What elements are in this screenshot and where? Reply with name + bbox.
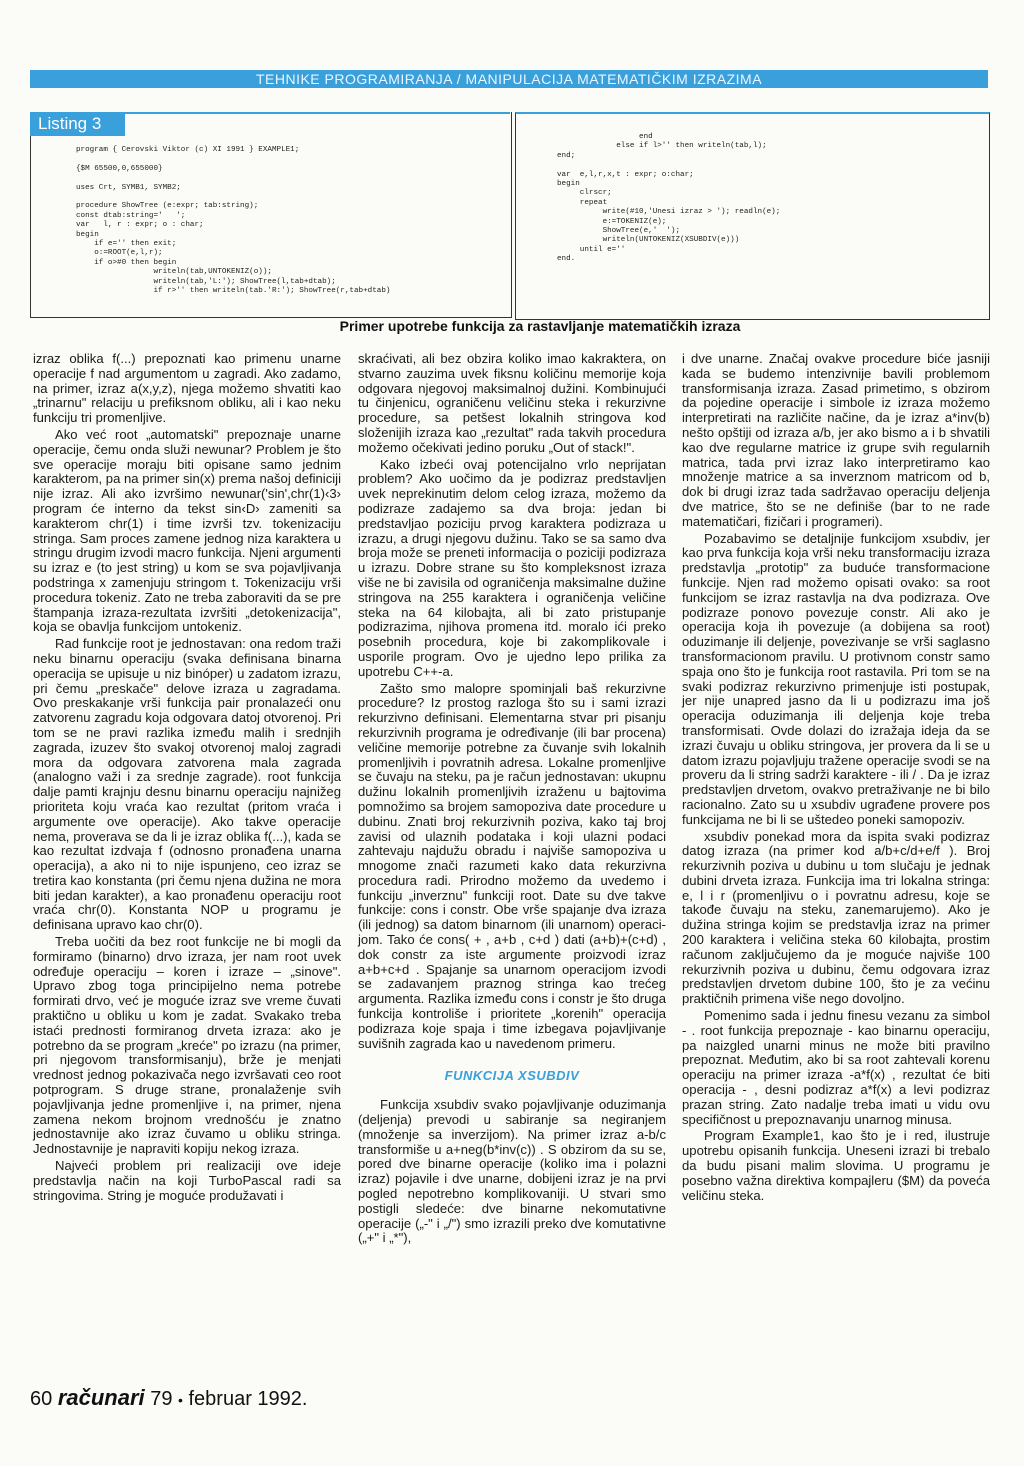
paragraph: Najveći problem pri realizaciji ove ideje predstavlja način na koji TurboPascal radi sa stringovima. String je moguće produžavati i (33, 1158, 341, 1203)
subheading: FUNKCIJA XSUBDIV (444, 1068, 580, 1084)
paragraph: xsubdiv ponekad mora da ispita svaki podizraz datog izraza (na primer kod a/b+c/d+e/f ). Broj rekurzivnih poziva u dubinu u tom slučaju je jednak dubini drveta izraza. Funkcija ima tri lokalna stringa: e, l i r (promenljivu o i povratnu adresu, koje se takođe čuvaju na steku, zanemarujemo). Ako je dužina stringa kojim se predstavlja izraz na primer 200 karaktera i veličina steka 60 kilobajta, prostim računom zaključujemo da je moguće najviše 100 rekurzivnih poziva u dubinu, čemu odgovara izraz predstavljen drvetom dubine 100, što je za većinu praktičnih primena više nego dovoljno. (682, 828, 990, 1007)
code-listing-right: end else if l>'' then writeln(tab,l); end; var e,l,r,x,t : expr; o:char; begin clrscr; repeat write(#10,'Unesi izraz > '); readln(e); e:=TOKENIZ(e); ShowTree(e,' '); writeln(UNTOKENIZ(XSUBDIV(e))) until e='' end. (557, 133, 781, 264)
bullet: • (178, 1392, 183, 1408)
magazine-name: računari (57, 1385, 145, 1410)
article-column-3 (682, 352, 990, 1205)
figure-caption: Primer upotrebe funkcija za rastavljanje matematičkih izraza (339, 318, 741, 334)
paragraph: Pozabavimo se detaljnije funkcijom xsubdiv, jer kao prva funkcija koja vrši neku transformaciju izraza predstavlja „prototip" za buduće transformacione funkcije. Njen rad možemo opisati ovako: sa root funkcijom se izraz rastavlja na dva podizraza. Ove podizraze ponovo povezuje constr. Ali ako je operacija koja ih povezuje (a dobijena sa root) oduzimanje ili deljenje, povezivanje se vrši saglasno transformacionom pravilu. U protivnom constr samo spaja ono što je funkcija root rastavila. Pri tom se na svaki podizraz rekurzivno primenjuje isti postupak, jer nije unapred jasno da li u podizrazu ima još operacija oduzimanja ili deljenja koje treba transformisati. Ovde dolazi do izražaja ideja da se izrazi čuvaju u obliku stringova, jer provera da li se u datom izrazu pojavljuju tražene operacije svodi se na proveru da li string sadrži karaktere - ili / . Da je izraz predstavljen drvetom, ovakvo pretraživanje ne bi bilo racionalno. Zato su u xsubdiv ugrađene provere pos funkcijama ne bi li se uštedeo poneki samopoziv. (682, 530, 990, 827)
listing-label: Listing 3 (30, 112, 125, 136)
listing-top-rule (125, 112, 510, 114)
paragraph: izraz oblika f(...) prepoznati kao primenu unarne operacije f nad argumentom u zagradi. Ako zadamo, na primer, izraz a(x,y,z), njega možemo shvatiti kao „trinarnu" relaciju u prefiksnom obliku, ali i kao neku funkciju tri promenljive. (33, 351, 341, 426)
paragraph: Kako izbeći ovaj potencijalno vrlo neprijatan problem? Ako uočimo da je podizraz predstavljen uvek neprekinutim delom celog izraza, možemo da podizraze zadajemo sa dva broja: jedan bi predstavljao poziciju prvog karaktera podizraza u izrazu, a drugi njegovu dužinu. Tako se sa samo dva broja može se preneti informacija o poziciji podizraza u izrazu. Dobre strane su što kompleksnost izraza više ne bi zavisila od ograničenja maksimalne dužine stringova na 255 karaktera i ograničenja veličine steka na 64 kilobajta, ali bi zato pristupanje podizrazima, njihova promena itd. moralo ići preko posebnih procedura, koje bi zakomplikovale i usporile program. Ovo je ujedno lepo prilika za upotrebu C++-a. (358, 456, 666, 679)
paragraph: Treba uočiti da bez root funkcije ne bi mogli da formiramo (binarno) drvo izraza, jer nam root uvek određuje operaciju – koren i izraze – „sinove". Upravo zbog toga principijelno nema potrebe formirati drvo, već je moguće izraz sve vreme čuvati praktično u obliku u kom je zadat. Svakako treba istaći prednosti formiranog drveta izraza: ako je potrebno da se program „kreće" po izrazu (na primer, pri njegovom transformisanju), brže je menjati vrednost jednog pokazivača nego izvršavati ceo root potprogram. S druge strane, pronalaženje svih pojavljivanja jedne promenljive i, na primer, njena zamena nekom brojnom vrednošću je znatno jednostavnije ako izraz čuvamo u obliku stringa. Jednostavnije je napraviti kopiju nekog izraza. (33, 934, 341, 1157)
paragraph: skraćivati, ali bez obzira koliko imao kakraktera, on stvarno zauzima uvek fiksnu količinu memorije koja odgovara njegovoj maksimalnoj dužini. Kombinujući tu činjenicu, ograničenu veličinu steka i rekurzivne procedure, sa petšest lokalnih stringova kod složenijih izraza kao „rezultat" rada takvih procedura možemo očekivati jedino poruku „Out of stack!". (358, 351, 666, 455)
issue-number: 79 (150, 1388, 173, 1410)
section-header: TEHNIKE PROGRAMIRANJA / MANIPULACIJA MATEMATIČKIM IZRAZIMA (30, 70, 988, 88)
paragraph: i dve unarne. Značaj ovakve procedure biće jasniji kada se budemo intenzivnije bavili problemom transformisanja izraza. Zasad primetimo, s obzirom da pojedine operacije i simbole iz izraza možemo interpretirati na različite načine, da je izraz a*inv(b) nešto opštiji od izraza a/b, jer ako bismo a i b shvatili kao dve regularne matrice iz grupe svih regularnih matrica, tada prvi izraz lako interpretiramo kao množenje matrice a sa inverznom matricom od b, dok bi drugi izraz tada sadržavao operaciju deljenja dve matrice, što se ne definiše (bar to ne rade matematičari, fizičari i programeri). (682, 351, 990, 529)
paragraph: Ako već root „automatski" prepoznaje unarne operacije, čemu onda služi newunar? Problem je što sve operacije moraju biti opisane samo jednim karakterom, pa na primer sin(x) prema našoj definiciji nije izraz. Ali ako izvršimo newunar('sin',chr(1)‹3› program će interno da tekst sin‹D› zameniti sa karakterom chr(1) i time izvrši tzv. tokenizaciju stringa. Sam proces zamene jednog niza karaktera u stringu drugim izvodi macro funkcija. Njeni argumenti su izraz e (to jest string) u kom se sva pojavljivanja podstringa x zamenjuju stringom t. Tokenizaciju vrši procedura tokeniz. Zato ne treba zaboraviti da se pre štampanja izraza-rezultata izvršiti „detokenizacija", koja se obavlja funkcijom untokeniz. (33, 426, 341, 635)
paragraph: Zašto smo malopre spominjali baš rekurzivne procedure? Iz prostog razloga što su i sami izrazi rekurzivno definisani. Elementarna stvar pri pisanju rekurzivnih programa je određivanje (ili bar procena) veličine memorije potrebne za čuvanje svih lokalnih promenljivih i povratnih adresa. Lokalne promenljive se čuvaju na steku, pa je račun jednostavan: ukupnu dužinu lokalnih promenljivih izraženu u bajtovima pomnožimo sa brojem samopoziva date procedure u dubinu. Znati broj rekurzivnih poziva, kako taj broj zavisi od ulaznih podataka i koji ulazni podaci zahtevaju najdužu obradu i najviše samopoziva u mnogome znači razumeti kako data rekurzivna procedura radi. Prirodno možemo da uvedemo i funkciju „inverznu" funkciji root. Date su dve takve funkcije: cons i constr. Obe vrše spajanje dva izraza (ili jednog) sa datom binarnom (ili unarnom) operacijom. Tako će cons( + , a+b , c+d ) dati (a+b)+(c+d) , dok constr za iste argumente proizvodi izraz a+b+c+d . Spajanje sa unarnom operacijom izvodi se zadavanjem praznog stringa kao trećeg argumenta. Razlika između cons i constr je što druga funkcija kontroliše i prioritete „korenih" operacija podizraza koje spaja i time izbegava pojavljivanje suvišnih zagrada kao u navedenom primeru. (358, 680, 666, 1051)
page-number: 60 (30, 1388, 53, 1410)
paragraph: Rad funkcije root je jednostavan: ona redom traži neku binarnu operaciju (svaka definisana binarna operacija se upisuje u niz binóper) u zadatom izrazu, pri čemu „preskače" delove izraza u zagradama. Ovo preskakanje vrši funkcija pair pronalazeći onu zatvorenu zagradu koja odgovara datoj otvorenoj. Pri tom se ne pravi razlika između malih i srednjih zagrada, izuzev što svakoj otvorenoj maloj zagradi mora da odgovara zatvorena mala zagrada (analogno važi i za srednje zagrade). root funkcija dalje pamti krajnju desnu binarnu operaciju najnižeg prioriteta koju vraća kao rezultat (pritom vraća i argumente ove operacije). Ako takve operacije nema, proverava se da li je izraz oblika f(...), kada se kao rezultat izdvaja f (odnosno pronađena unarna operacija), a ako ni to nije ispunjeno, ceo izraz se tretira kao konstanta (pri čemu njena dužina ne mora biti jedan karakter), a kao pronađenu operaciju root vraća chr(0). Konstanta NOP u programu je definisana upravo kao chr(0). (33, 636, 341, 933)
issue-date: februar 1992. (188, 1388, 308, 1410)
paragraph: Program Example1, kao što je i red, ilustruje upotrebu opisanih funkcija. Uneseni izrazi bi trebalo da budu pisani malim slovima. U programu je posebno važna direktiva kompajleru ($M) da poveća veličinu steka. (682, 1128, 990, 1203)
paragraph: Funkcija xsubdiv svako pojavljivanje oduzimanja (deljenja) prevodi u sabiranje sa negiranjem (množenje sa inverzijom). Na primer izraz a-b/c transformiše u a+neg(b*inv(c)) . S obzirom da su se, pored dve binarne operacije (koliko ima i polazni izraz) pojavile i dve unarne, dobijeni izraz je na prvi pogled nepotrebno komplikovaniji. U stvari smo postigli sledeće: dve binarne nekomutativne operacije („-" i „/") smo izrazili preko dve komutativne („+" i „*"), (358, 1097, 666, 1246)
code-listing-left: program { Cerovski Viktor (c) XI 1991 } EXAMPLE1; {$M 65500,0,655000} uses Crt, SYMB1, SYMB2; procedure ShowTree (e:expr; tab:string); const dtab:string=' '; var l, r : expr; o : char; begin if e='' then exit; o:=ROOT(e,l,r); if o>#0 then begin writeln(tab,UNTOKENIZ(o)); writeln(tab,'L:'); ShowTree(l,tab+dtab); if r>'' then writeln(tab.'R:'); ShowTree(r,tab+dtab) (76, 146, 391, 296)
paragraph: Pomenimo sada i jednu finesu vezanu za simbol - . root funkcija prepoznaje - kao binarnu operaciju, pa naizgled unarni minus ne može biti pravilno prepoznat. Međutim, ako bi sa root zahtevali korenu operaciju na primer izraza -a*f(x) , rezultat će biti operacija - , desni podizraz a*f(x) a levi podizraz prazan string. Zato nadalje treba imati u vidu ovu specifičnost u prepoznavanju unarnog minusa. (682, 1008, 990, 1127)
article-column-2 (358, 352, 666, 1248)
page-footer (30, 1385, 307, 1411)
article-column-1 (33, 352, 341, 1205)
